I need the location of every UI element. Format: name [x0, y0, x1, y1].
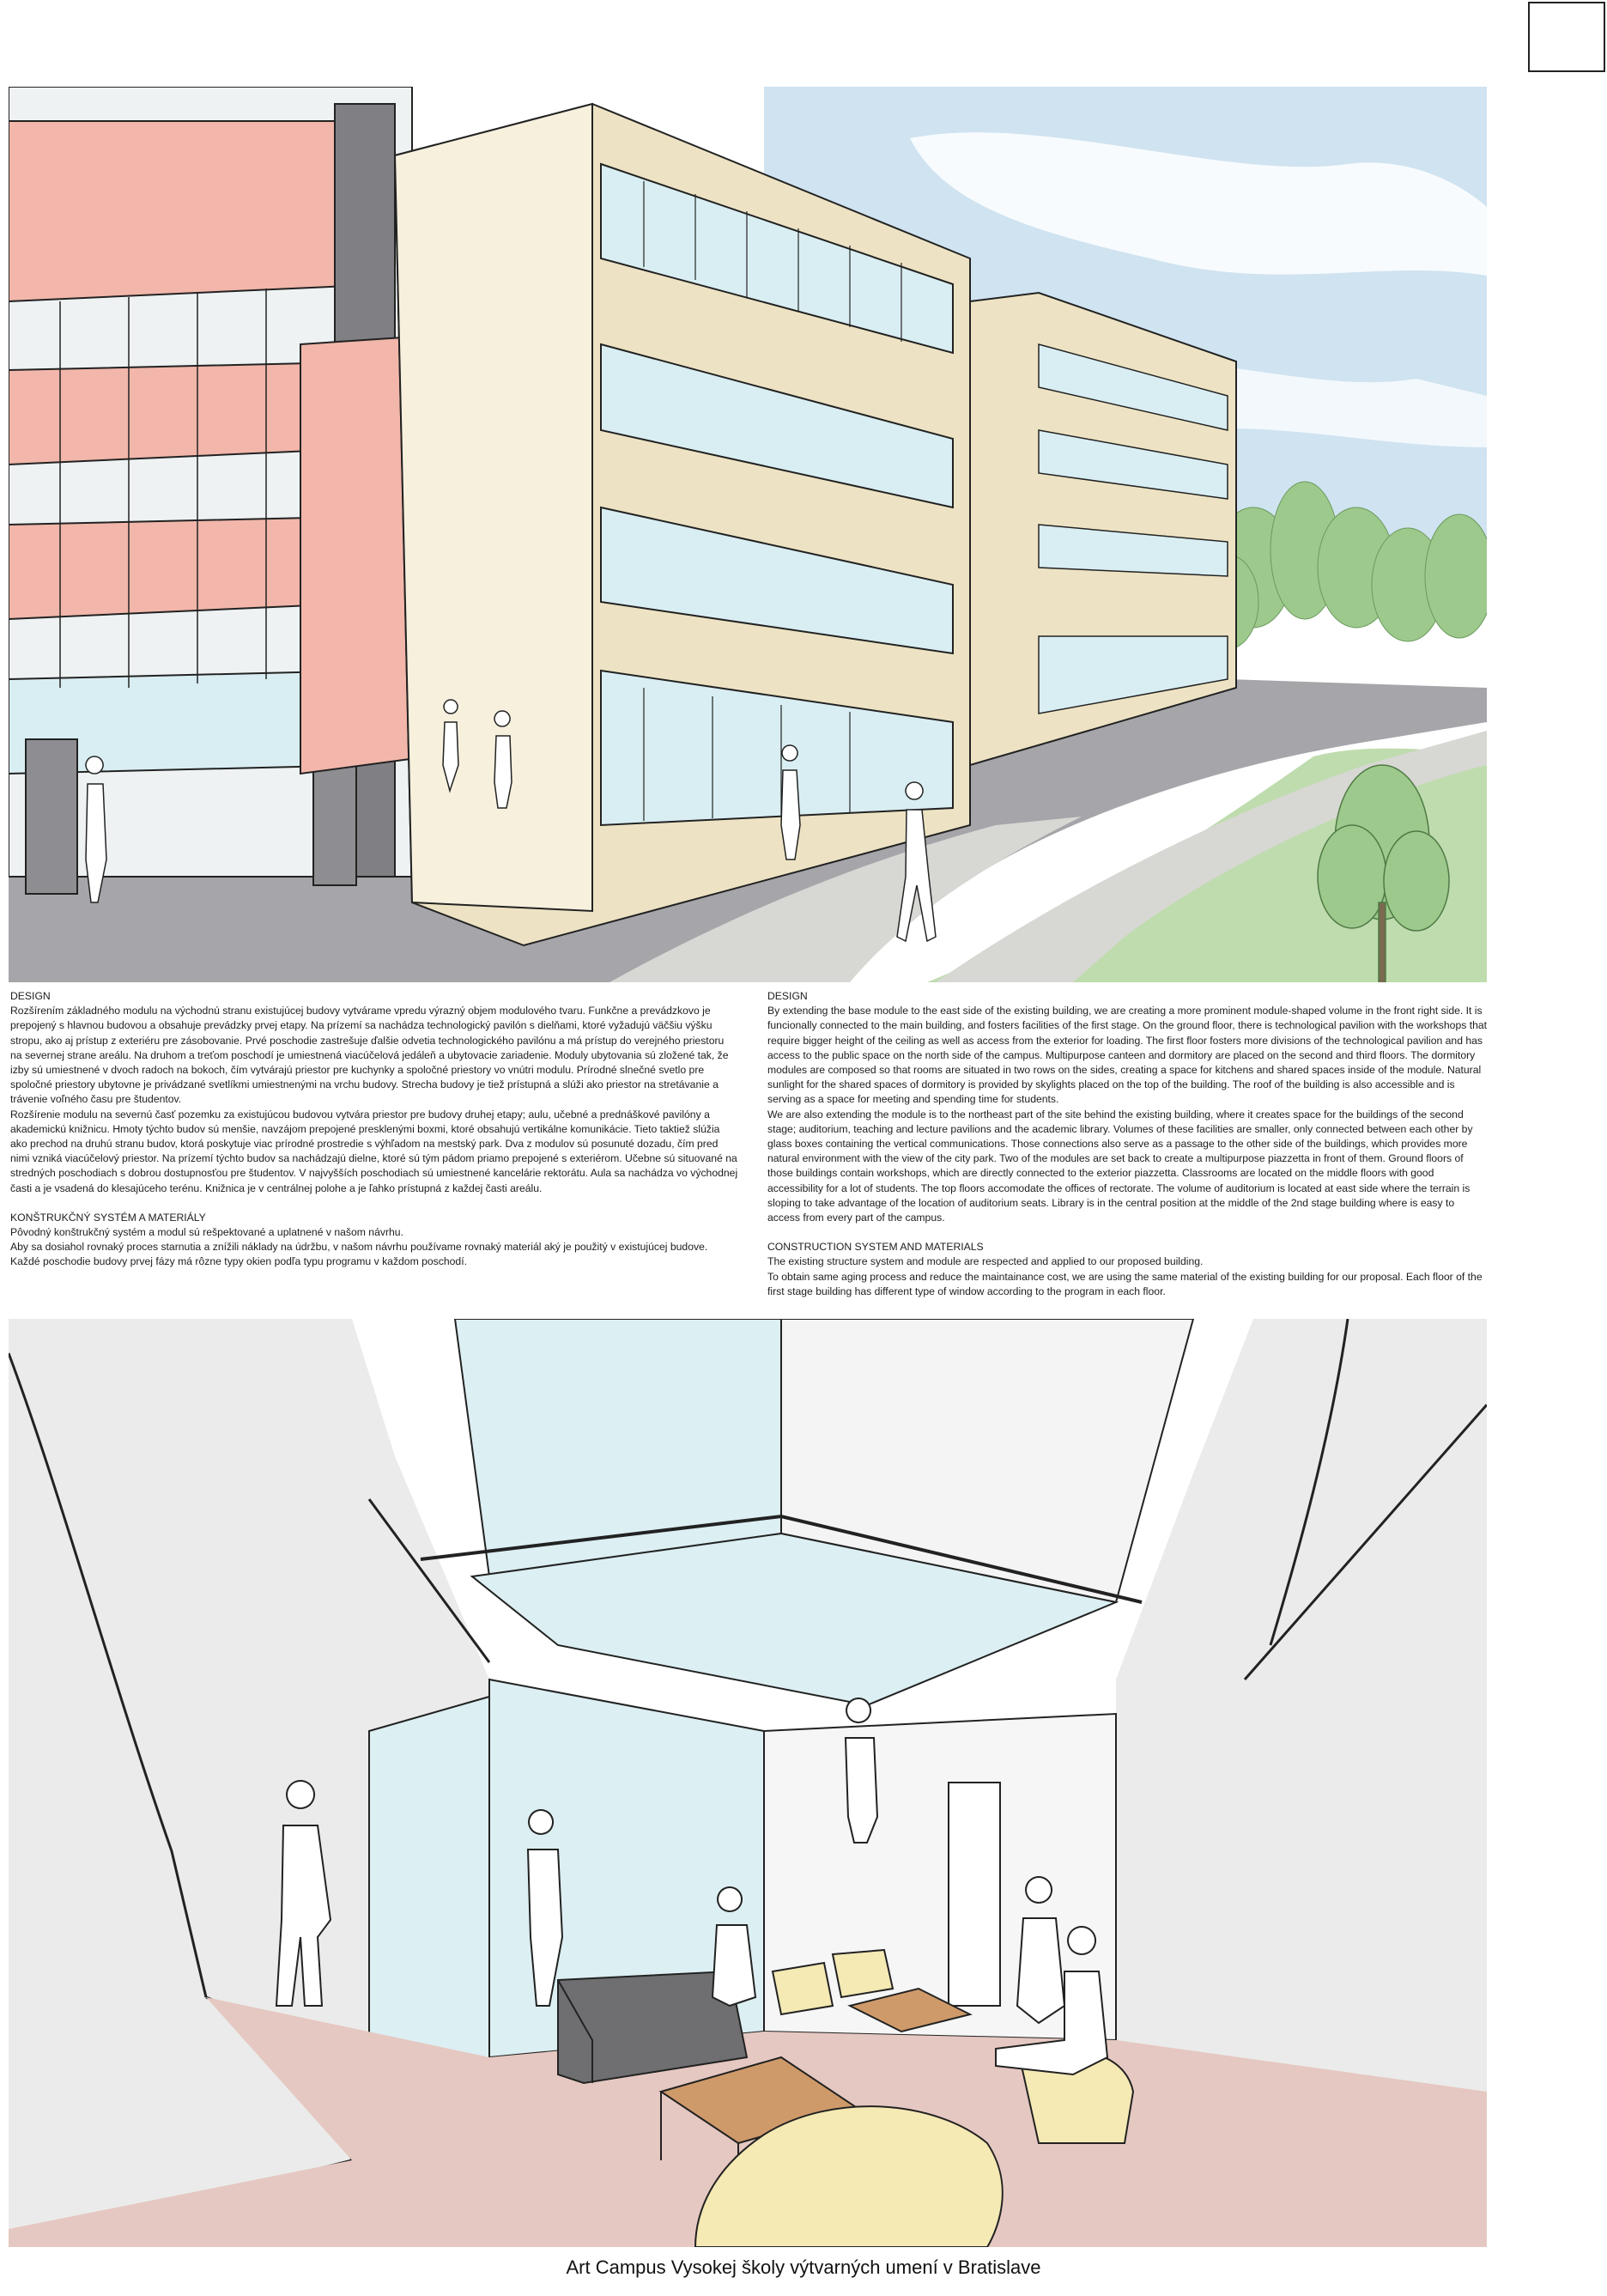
chair	[833, 1950, 893, 1997]
design-paragraph-en: By extending the base module to the east side of the existing building, we are creating a more prominent module-shaped volume in the front right side. It is funcionally connected to the main building, and fosters facilities of the first stage. On the ground floor, there is technological pavilion with the workshops that require bigger height of the ceiling as well as access from the exterior for loading. The first floor fosters more divisions of the technological pavilion and has access to the public space on the north side of the campus. Multipurpose canteen and dormitory are placed on the second and third floors. The dormitory modules are composed so that rooms are situated in two rows on the sides, creating a space for kitchens and shared spaces inside of the module. Natural sunlight for the shared spaces of dormitory is provided by skylights placed on the top of the building. The roof of the building is also accessible and is serving as a space for meeting and spending time for students.	[767, 1005, 1488, 1106]
construction-paragraph-sk: Pôvodný konštrukčný systém a modul sú rešpektované a uplatnené v našom návrhu.	[10, 1226, 403, 1239]
design-heading-en: DESIGN	[767, 990, 808, 1002]
existing-building-left	[9, 87, 429, 894]
construction-heading-en: CONSTRUCTION SYSTEM AND MATERIALS	[767, 1241, 984, 1254]
description-slovak	[10, 989, 738, 1270]
exterior-perspective-illustration	[9, 87, 1487, 982]
chair	[773, 1963, 833, 2014]
design-paragraph-sk: Rozšírenie modulu na severnú časť pozemku za existujúcou budovou vytvára priestor pre budovy druhej etapy; aulu, učebné a prednáškové pavilóny a akademickú knižnicu. Hmoty týchto budov sú menšie, navzájom prepojené presklenými boxmi, ktoré obsahujú vertikálne komunikácie. Tieto taktiež slúžia ako prechod na druhú stranu budov, ktorá poskytuje viac prírodné prostredie s výhľadom na mestský park. Dva z modulov sú posunuté dozadu, čím pred nimi vzniká viacúčelový priestor. Na prízemí týchto budov sa nachádzajú dielne, ktoré sú tým pádom priamo prepojené s exteriérom. Učebne sú situované na stredných poschodiach s dobrou dostupnosťou pre študentov. V najvyšších poschodiach sú umiestnené kancelárie rektorátu. Aula sa nachádza vo východnej časti a je vsadená do klesajúceho terénu. Knižnica je v centrálnej polohe a je ľahko prístupná z každej časti areálu.	[10, 1108, 738, 1194]
second-stage-building	[970, 293, 1236, 765]
design-paragraph-sk: Rozšírením základného modulu na východnú stranu existujúcej budovy vytvárame vpredu výrazný objem modulového tvaru. Funkčne a prevádzkovo je prepojený s hlavnou budovou a obsahuje prevádzky prvej etapy. Na prízemí sa nachádza technologický pavilón s dielňami, ktoré vyžadujú väčšiu výšku stropu, ako aj prístup z exteriéru pre zásobovanie. Prvé poschodie zastrešuje ďalšie odvetia technologického pavilónu a má prístup do verejného priestoru na severnej strane areálu. Na druhom a treťom poschodí je umiestnená viacúčelová jedáleň a ubytovacie zariadenie. Moduly ubytovania sú zložené tak, že izby sú umiestnené v dvoch radoch na bokoch, čím vytvárajú priestor pre kuchynky a spoločné priestory vo vnútri modulu. Prírodné slnečné svetlo pre spoločné priestory ubytovne je privádzané svetlíkmi umiestnenými na vrchu budovy. Strecha budovy je tiež prístupná a slúži ako priestor na stretávanie a trávenie voľného času pre študentov.	[10, 1005, 729, 1106]
description-english	[767, 989, 1489, 1299]
design-paragraph-en: We are also extending the module is to the northeast part of the site behind the existing building, where it creates space for the buildings of the second stage; auditorium, teaching and lecture pavilions and the academic library. Volumes of these facilities are smaller, only connected between each other by glass boxes containing the vertical communications. Those connections also serve as a passage to the other side of the buildings, which provides more natural environment with the view of the city park. Two of the modules are set back to create a multipurpose piazzetta in front of them. Ground floors of those buildings contain workshops, which are directly connected to the exterior piazzetta. Classrooms are located on the middle floors with good accessibility for a lot of students. The top floors accomodate the offices of rectorate. The volume of auditorium is located at east side where the terrain is sloping to take advantage of the location of auditorium seats. Library is in the central position at the middle of the 2nd stage building where is easy to access from every part of the campus.	[767, 1108, 1473, 1224]
corner-frame-box	[1528, 2, 1605, 72]
door	[949, 1783, 1000, 2006]
atrium-glass	[455, 1319, 781, 1576]
new-module-building	[395, 104, 970, 945]
poster-caption: Art Campus Vysokej školy výtvarných umení v Bratislave	[566, 2257, 1041, 2278]
construction-paragraph-sk: Aby sa dosiahol rovnaký proces starnutia a znížili náklady na údržbu, v našom návrhu používame rovnaký materiál aký je použitý v existujúcej budove. Každé poschodie budovy prvej fázy má rôzne typy okien podľa typu programu v každom poschodí.	[10, 1241, 708, 1268]
exterior-drawing	[9, 87, 1487, 982]
construction-paragraph-en: The existing structure system and module are respected and applied to our proposed building.	[767, 1255, 1204, 1268]
interior-perspective-illustration	[9, 1319, 1487, 2247]
construction-heading-sk: KONŠTRUKČNÝ SYSTÉM A MATERIÁLY	[10, 1211, 206, 1224]
design-heading-sk: DESIGN	[10, 990, 51, 1002]
interior-drawing	[9, 1319, 1487, 2247]
construction-paragraph-en: To obtain same aging process and reduce the maintainance cost, we are using the same material of the existing building for our proposal. Each floor of the first stage building has different type of window according to the program in each floor.	[767, 1270, 1483, 1297]
